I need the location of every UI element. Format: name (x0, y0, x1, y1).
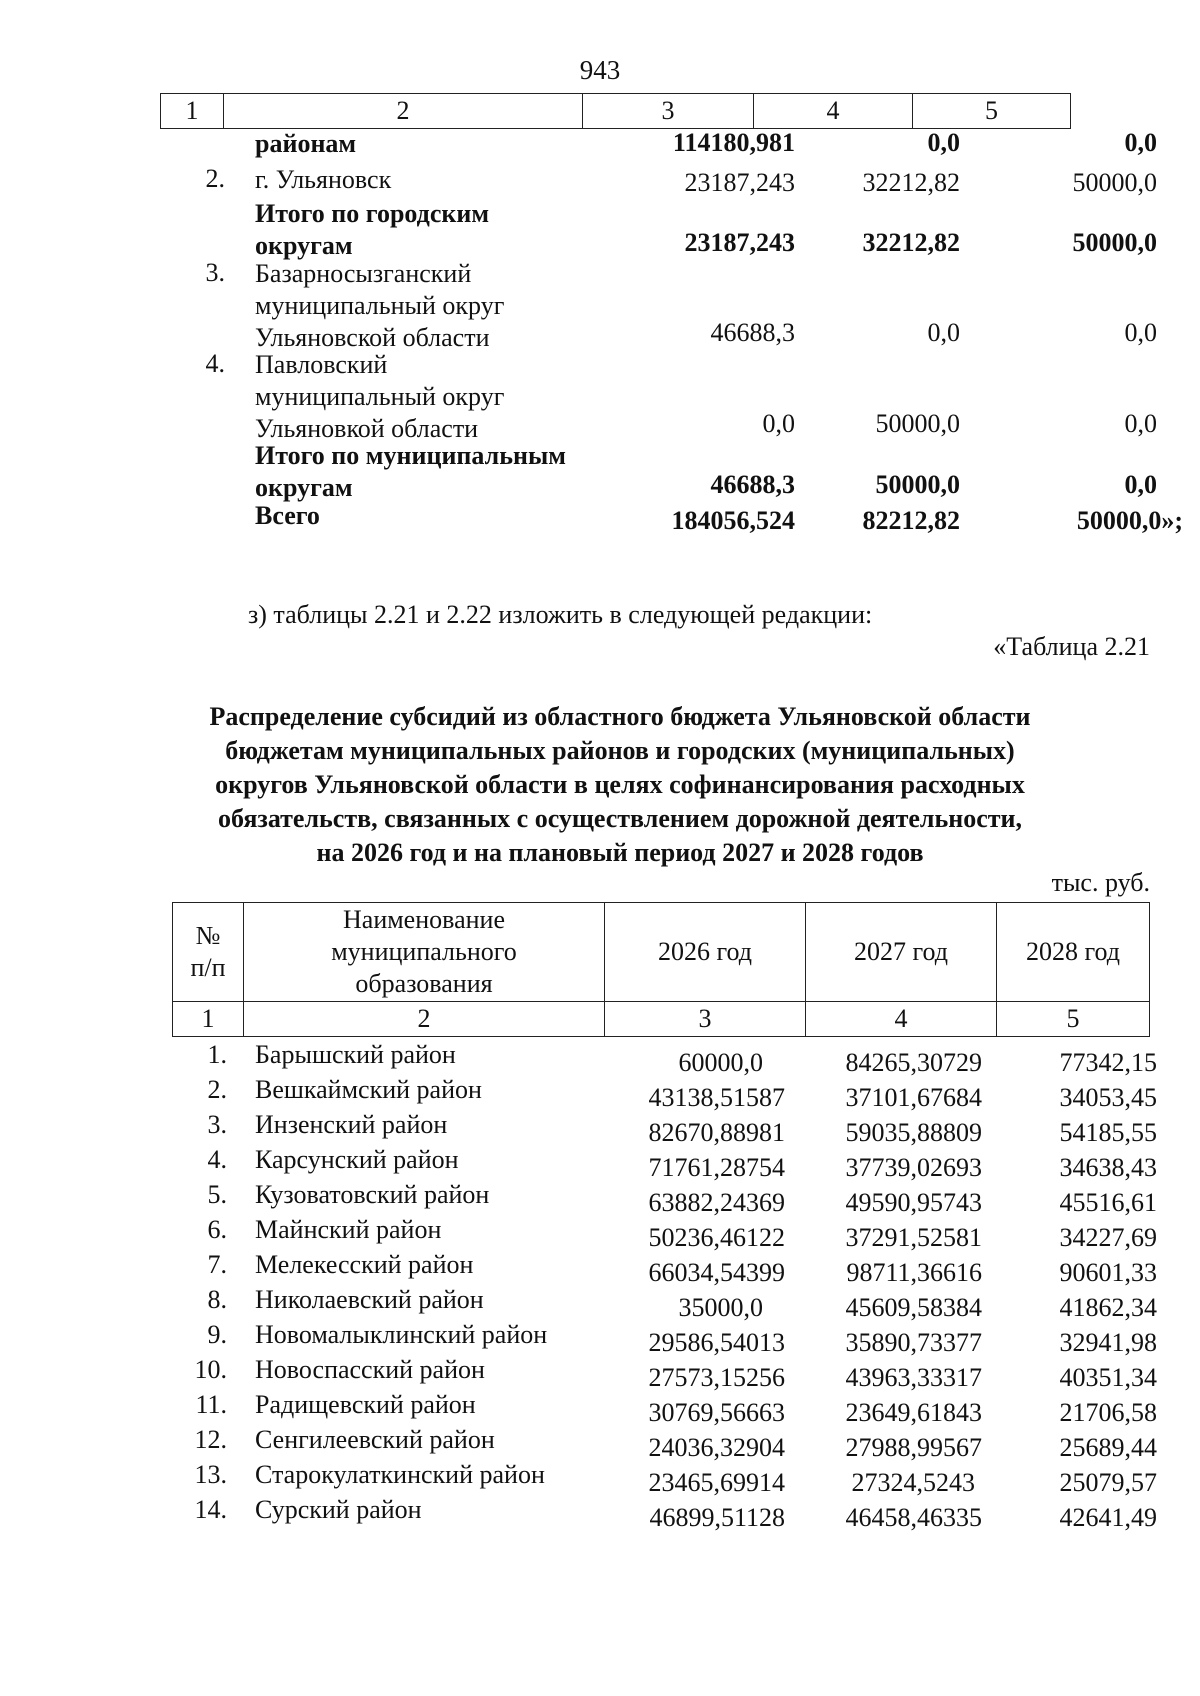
row-value-2028: 34638,43 (1059, 1153, 1157, 1182)
table-title (100, 700, 1140, 870)
row-value-col-5: 0,0 (1124, 470, 1157, 499)
row-value-2027: 45609,58384 (845, 1293, 982, 1322)
row-name: Новомалыклинский район (255, 1320, 548, 1349)
table-row (175, 1390, 1175, 1426)
row-value-col-3: 46688,3 (710, 318, 795, 347)
row-number: 11. (195, 1390, 227, 1419)
row-value-col-3: 0,0 (762, 409, 795, 438)
row-number: 7. (207, 1250, 227, 1279)
row-value-col-5: 0,0 (1124, 128, 1157, 157)
row-number: 10. (194, 1355, 227, 1384)
row-name: районам (255, 129, 357, 158)
row-value-col-5: 50000,0 (1072, 228, 1157, 257)
header-2026: 2026 год (605, 903, 806, 1002)
row-value-2026: 46899,51128 (649, 1503, 785, 1532)
row-number: 2. (205, 164, 225, 193)
row-number: 12. (194, 1425, 227, 1454)
row-name: Павловский муниципальный округ Ульяновкой области (255, 350, 505, 443)
row-value-2026: 43138,51587 (648, 1083, 785, 1112)
row-value-2027: 49590,95743 (845, 1188, 982, 1217)
row-name: Старокулаткинский район (255, 1460, 545, 1489)
row-number: 3. (207, 1110, 227, 1139)
row-name: Итого по муниципальным округам (255, 441, 566, 502)
upper-header-col-2: 2 (224, 94, 583, 129)
row-name: Кузоватовский район (255, 1180, 490, 1209)
instruction-text: з) таблицы 2.21 и 2.22 изложить в следующей редакции: (248, 600, 873, 629)
row-value-col-4: 50000,0 (875, 409, 960, 438)
row-value-2027: 59035,88809 (845, 1118, 982, 1147)
row-value-2028: 25079,57 (1059, 1468, 1157, 1497)
table-row (175, 440, 1175, 504)
title-line: бюджетам муниципальных районов и городских (муниципальных) (225, 736, 1015, 765)
table-row (175, 1320, 1175, 1356)
header-num-col-4: 4 (806, 1002, 997, 1037)
header-2028: 2028 год (997, 903, 1150, 1002)
row-value-2028: 40351,34 (1059, 1363, 1157, 1392)
row-name: Сурский район (255, 1495, 422, 1524)
row-number: 6. (207, 1215, 227, 1244)
main-table-header (172, 902, 1150, 1037)
table-row (175, 1040, 1175, 1076)
row-value-2027: 37101,67684 (845, 1083, 982, 1112)
header-num-col-2: 2 (244, 1002, 605, 1037)
row-value-2026: 50236,46122 (648, 1223, 785, 1252)
row-value-2028: 25689,44 (1059, 1433, 1157, 1462)
header-municipality: Наименование муниципального образования (244, 903, 605, 1002)
row-value-2026: 71761,28754 (648, 1153, 785, 1182)
table-row (175, 1495, 1175, 1531)
upper-header-col-4: 4 (754, 94, 913, 129)
title-line: округов Ульяновской области в целях софинансирования расходных (215, 770, 1025, 799)
row-value-2027: 98711,36616 (846, 1258, 982, 1287)
upper-header-col-1: 1 (161, 94, 224, 129)
table-row (175, 1180, 1175, 1216)
row-name: г. Ульяновск (255, 165, 392, 194)
upper-header-col-3: 3 (583, 94, 754, 129)
row-value-col-5: 0,0 (1124, 318, 1157, 347)
row-number: 4. (207, 1145, 227, 1174)
row-name: Сенгилеевский район (255, 1425, 495, 1454)
row-name: Вешкаймский район (255, 1075, 482, 1104)
row-value-2026: 60000,0 (678, 1048, 763, 1077)
row-name: Радищевский район (255, 1390, 476, 1419)
header-number: № п/п (173, 903, 244, 1002)
table-row (175, 198, 1175, 262)
table-row (175, 1355, 1175, 1391)
row-number: 8. (207, 1285, 227, 1314)
row-value-2026: 29586,54013 (648, 1328, 785, 1357)
row-value-col-4: 82212,82 (862, 506, 960, 535)
row-value-col-3: 46688,3 (710, 470, 795, 499)
row-name: Мелекесский район (255, 1250, 474, 1279)
row-value-col-3: 23187,243 (684, 168, 795, 197)
table-row (175, 349, 1175, 445)
table-row (175, 258, 1175, 354)
table-row (175, 1215, 1175, 1251)
row-value-col-3: 23187,243 (684, 228, 795, 257)
row-value-2026: 30769,56663 (648, 1398, 785, 1427)
row-name: Барышский район (255, 1040, 456, 1069)
title-line: на 2026 год и на плановый период 2027 и 2028 годов (316, 838, 924, 867)
header-num-col-5: 5 (997, 1002, 1150, 1037)
row-value-2027: 27988,99567 (845, 1433, 982, 1462)
row-name: Николаевский район (255, 1285, 484, 1314)
row-value-col-5: 50000,0»; (1076, 506, 1183, 535)
upper-table-header (160, 93, 1071, 129)
table-row (175, 1075, 1175, 1111)
table-row (175, 1460, 1175, 1496)
row-value-2028: 77342,15 (1059, 1048, 1157, 1077)
row-name: Новоспасский район (255, 1355, 485, 1384)
row-number: 14. (194, 1495, 227, 1524)
row-name: Инзенский район (255, 1110, 448, 1139)
row-value-col-5: 0,0 (1124, 409, 1157, 438)
row-value-2028: 90601,33 (1059, 1258, 1157, 1287)
row-name: Карсунский район (255, 1145, 459, 1174)
row-value-2026: 24036,32904 (648, 1433, 785, 1462)
row-value-2027: 35890,73377 (845, 1328, 982, 1357)
row-value-2028: 21706,58 (1059, 1398, 1157, 1427)
row-value-2027: 43963,33317 (845, 1363, 982, 1392)
row-name: Всего (255, 501, 320, 530)
row-value-2026: 63882,24369 (648, 1188, 785, 1217)
row-value-2028: 32941,98 (1059, 1328, 1157, 1357)
row-value-2027: 27324,5243 (851, 1468, 975, 1497)
row-value-2027: 37291,52581 (845, 1223, 982, 1252)
row-value-2027: 84265,30729 (845, 1048, 982, 1077)
page-number: 943 (579, 55, 621, 85)
title-line: Распределение субсидий из областного бюджета Ульяновской области (209, 702, 1031, 731)
row-value-2026: 23465,69914 (648, 1468, 785, 1497)
row-number: 4. (205, 349, 225, 378)
title-line: обязательств, связанных с осуществлением дорожной деятельности, (217, 804, 1023, 833)
upper-header-col-5: 5 (913, 94, 1071, 129)
header-2027: 2027 год (806, 903, 997, 1002)
row-value-2026: 66034,54399 (648, 1258, 785, 1287)
row-value-2028: 34053,45 (1059, 1083, 1157, 1112)
row-value-col-4: 32212,82 (862, 168, 960, 197)
table-row (175, 500, 1183, 540)
row-value-col-3: 114180,981 (672, 128, 795, 157)
row-value-2028: 54185,55 (1059, 1118, 1157, 1147)
row-value-col-5: 50000,0 (1072, 168, 1157, 197)
header-num-col-1: 1 (173, 1002, 244, 1037)
table-row (175, 128, 1175, 162)
table-row (175, 1425, 1175, 1461)
row-value-col-4: 0,0 (927, 318, 960, 347)
table-row (175, 164, 1175, 198)
row-value-2028: 34227,69 (1059, 1223, 1157, 1252)
table-row (175, 1145, 1175, 1181)
table-row (175, 1110, 1175, 1146)
table-reference: «Таблица 2.21 (993, 632, 1150, 661)
row-value-2027: 37739,02693 (845, 1153, 982, 1182)
table-row (175, 1250, 1175, 1286)
row-name: Итого по городским округам (255, 199, 490, 260)
row-number: 3. (205, 258, 225, 287)
row-value-2028: 42641,49 (1059, 1503, 1157, 1532)
row-value-2026: 35000,0 (678, 1293, 763, 1322)
row-value-col-4: 0,0 (927, 128, 960, 157)
row-number: 1. (207, 1040, 227, 1069)
row-value-2027: 46458,46335 (845, 1503, 982, 1532)
row-number: 2. (207, 1075, 227, 1104)
row-value-2026: 82670,88981 (648, 1118, 785, 1147)
units-label: тыс. руб. (1051, 868, 1150, 897)
header-num-col-3: 3 (605, 1002, 806, 1037)
row-value-col-4: 32212,82 (862, 228, 960, 257)
row-value-2027: 23649,61843 (845, 1398, 982, 1427)
table-row (175, 1285, 1175, 1321)
row-number: 9. (207, 1320, 227, 1349)
row-number: 5. (207, 1180, 227, 1209)
row-value-col-4: 50000,0 (875, 470, 960, 499)
row-value-2026: 27573,15256 (648, 1363, 785, 1392)
row-value-2028: 41862,34 (1059, 1293, 1157, 1322)
row-number: 13. (194, 1460, 227, 1489)
row-value-col-3: 184056,524 (671, 506, 795, 535)
row-value-2028: 45516,61 (1059, 1188, 1157, 1217)
row-name: Базарносызганский муниципальный округ Ульяновской области (255, 259, 505, 352)
row-name: Майнский район (255, 1215, 442, 1244)
